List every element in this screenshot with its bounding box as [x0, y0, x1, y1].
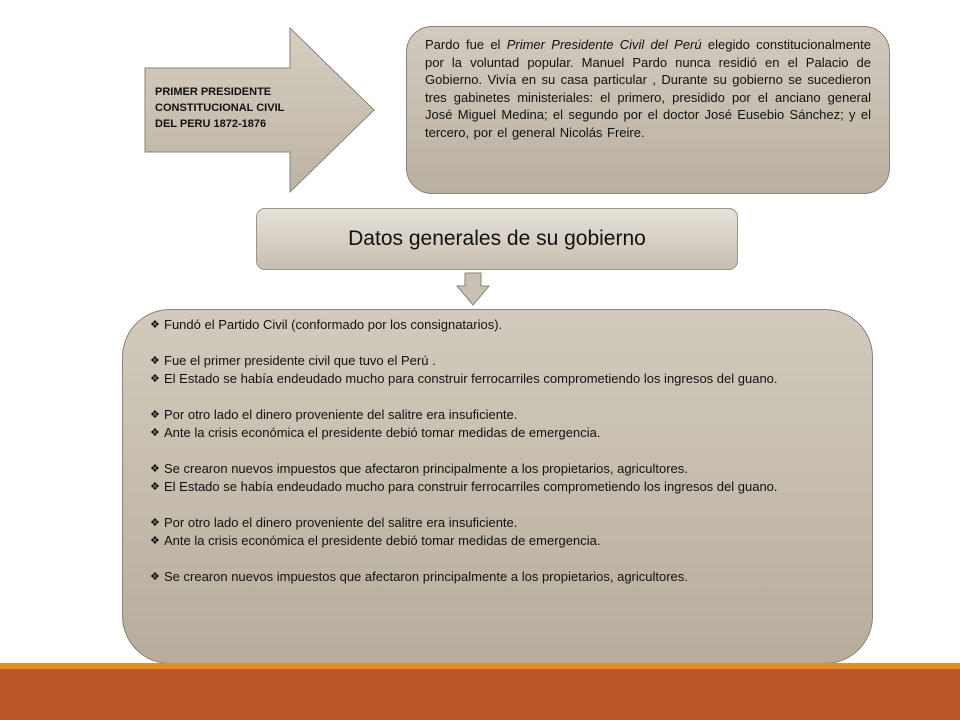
- diamond-bullet-icon: ❖: [150, 427, 160, 439]
- list-item-text: Por otro lado el dinero proveniente del salitre era insuficiente.: [164, 407, 518, 422]
- list-item: [150, 424, 852, 442]
- list-item: [150, 316, 852, 334]
- president-title: [155, 84, 315, 132]
- intro-text-rest: elegido constitucionalmente por la voluntad popular. Manuel Pardo nunca residió en el Palacio de Gobierno. Vivía en su casa particular , Durante su gobierno se sucedieron tres gabinetes ministeriales: el primero, presidido por el anciano general José Miguel Medina; el segundo por el doctor José Eusebio Sánchez; y el tercero, por el general Nicolás Freire.: [425, 37, 872, 140]
- section-banner: [256, 208, 738, 270]
- list-item-text: Ante la crisis económica el presidente debió tomar medidas de emergencia.: [164, 425, 601, 440]
- facts-list-box: [122, 309, 873, 664]
- intro-text-italic: Primer Presidente Civil del Perú: [506, 37, 702, 52]
- president-title-line-1: PRIMER PRESIDENTE: [155, 86, 272, 98]
- diamond-bullet-icon: ❖: [150, 463, 160, 475]
- list-item-text: El Estado se había endeudado mucho para construir ferrocarriles comprometiendo los ingresos del guano.: [164, 371, 778, 386]
- list-item-text: Ante la crisis económica el presidente debió tomar medidas de emergencia.: [164, 533, 601, 548]
- list-item-text: Se crearon nuevos impuestos que afectaron principalmente a los propietarios, agricultores.: [164, 569, 688, 584]
- list-item-text: Fue el primer presidente civil que tuvo el Perú .: [164, 353, 436, 368]
- diamond-bullet-icon: ❖: [150, 535, 160, 547]
- footer-band: [0, 669, 960, 720]
- list-item: [150, 514, 852, 532]
- list-item: [150, 352, 852, 370]
- president-title-line-2: CONSTITUCIONAL CIVIL: [155, 102, 285, 114]
- list-item: [150, 460, 852, 478]
- list-item-text: Se crearon nuevos impuestos que afectaron principalmente a los propietarios, agricultores.: [164, 461, 688, 476]
- president-title-line-3: DEL PERU 1872-1876: [155, 118, 267, 130]
- diamond-bullet-icon: ❖: [150, 517, 160, 529]
- diamond-bullet-icon: ❖: [150, 571, 160, 583]
- list-item: [150, 406, 852, 424]
- list-item: [150, 478, 852, 496]
- list-item-text: El Estado se había endeudado mucho para construir ferrocarriles comprometiendo los ingresos del guano.: [164, 479, 778, 494]
- list-item-text: Por otro lado el dinero proveniente del salitre era insuficiente.: [164, 515, 518, 530]
- diamond-bullet-icon: ❖: [150, 355, 160, 367]
- diamond-bullet-icon: ❖: [150, 319, 160, 331]
- list-item: [150, 532, 852, 550]
- list-item: [150, 370, 852, 388]
- list-item-text: Fundó el Partido Civil (conformado por los consignatarios).: [164, 317, 503, 332]
- down-arrow-icon: [456, 272, 490, 306]
- diamond-bullet-icon: ❖: [150, 373, 160, 385]
- list-item: [150, 568, 852, 586]
- intro-text-box: [406, 26, 890, 194]
- section-banner-title: Datos generales de su gobierno: [348, 227, 646, 250]
- intro-text-start: Pardo fue el: [425, 37, 507, 52]
- diamond-bullet-icon: ❖: [150, 409, 160, 421]
- diamond-bullet-icon: ❖: [150, 481, 160, 493]
